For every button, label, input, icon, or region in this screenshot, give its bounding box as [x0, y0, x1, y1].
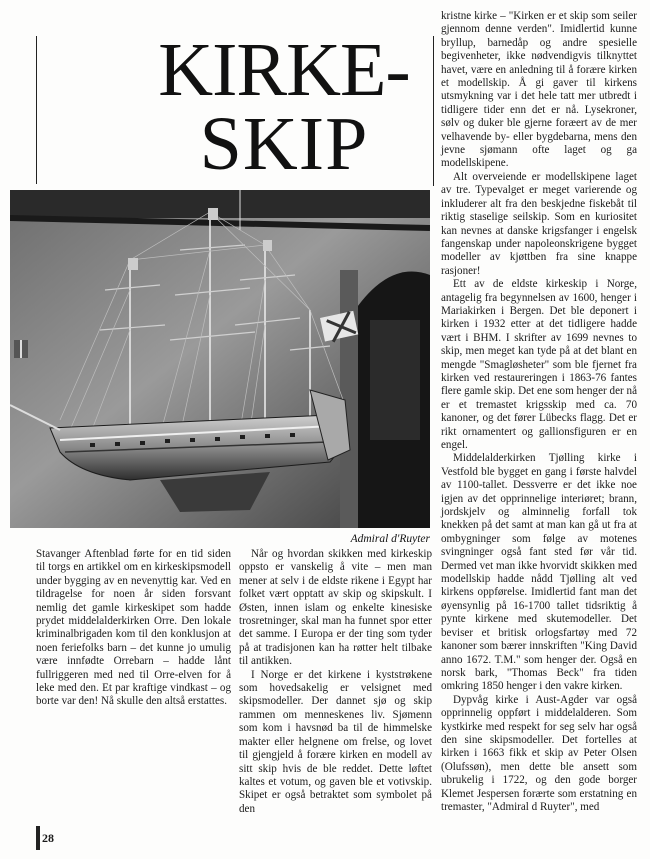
photo-caption: Admiral d'Ruyter: [350, 533, 430, 545]
column-rule-right: [433, 36, 434, 186]
ship-illustration: [10, 190, 430, 528]
right-paragraph-1: kristne kirke – "Kirken er et skip som seiler gjennom denne verden". Imidlertid kunne bryllup, barnedåp og andre spesielle begivenheter, ikke nødvendigvis tilknyttet havet, være en anledning til å forære kirken et modellskip. Å gi gaver til kirkens utsmykning var i det hele tatt mer utbredt i tidligere tider enn det er nå. Lysekroner, sølv og duker ble gjerne foræert av de mer velhavende by- eller bygdebarna, mens den jevne sjømann ofte laget og ga modellskipene.: [441, 10, 637, 170]
headline-line-2: SKIP: [199, 102, 369, 186]
left-column: [36, 548, 231, 709]
headline-line-1: KIRKE-: [158, 28, 410, 112]
middle-paragraph-2: I Norge er det kirkene i kyststrøkene som hovedsakelig er velsignet med skipsmodeller. Der dannet sjø og skip rammen om menneskenes liv. Sjømenn som kom i havsnød ba til de himmelske makter eller helgnene om frelse, og lovet til gjengjeld å forære kirken en modell av sitt skip hvis de ble reddet. Dette løftet kaltes et votum, og gaven ble et votivskip. Skipet er også betraktet som symbolet på den: [239, 668, 432, 815]
page-number-marker: [36, 826, 40, 850]
left-margin-rule: [36, 36, 37, 184]
page-number: 28: [42, 831, 54, 845]
right-paragraph-2: Alt overveiende er modellskipene laget av tre. Typevalget er meget varierende og inkluderer alt fra den beskjedne fiskebåt til riktig staselige seilskip. Som en kuriositet kan nevnes at danske krigsfanger i engelsk fangenskap under napoleonskrigene bygget modeller av kjøttben fra sine knappe rasjoner!: [441, 170, 637, 277]
right-column: [441, 10, 637, 814]
right-paragraph-3: Ett av de eldste kirkeskip i Norge, antagelig fra begynnelsen av 1600, henger i Mariakirken i Bergen. Det ble deponert i kirken i 1932 etter at det tidligere hadde vært i BHM. I skrifter av 1699 nevnes to skip, men meget kan tyde på at det blant en mengde "Smagløsheter" som ble fjernet fra kirken ved restaureringen i 1863-76 fantes flere gamle skip. Det ene som henger der nå er et tremastet krigsskip med ca. 70 kanoner, og det fører Lübecks flagg. Det er rikt ornamentert og gallionsfiguren er en engel.: [441, 278, 637, 451]
right-paragraph-4: Middelalderkirken Tjølling kirke i Vestfold ble bygget en gang i første halvdel av 1100-tallet. Dessverre er det ikke noe igjen av det opprinnelige interiøret; brann, jordskjelv og alminnelig forfall tok knekken på det samt at man kan gå ut fra at ombygninger som følge av motenes svingninger også fant sted før vår tid. Dermed vet man ikke hvorvidt skikken med modellskip hadde nådd Tjølling alt ved kirkens oppførelse. Imidlertid fant man det øyensynlig på 16-1700 tallet tidsriktig å pynte kirkene med skutemodeller. Det beviser et britisk orlogsfartøy med 72 kanoner som bærer innskriften "King David anno 1672. T.M." som henger der. Også en norsk bark, "Thomas Beck" fra tiden omkring 1850 henger i den vakre kirken.: [441, 452, 637, 693]
middle-column: [239, 548, 432, 816]
middle-paragraph-1: Når og hvordan skikken med kirkeskip oppsto er vanskelig å vite – men man mener at selv i de eldste rikene i Egypt har folket vært opptatt av skip og skipskult. I Østen, innen islam og enkelte kinesiske trosretninger, skal man ha funnet spor etter det samme. I Europa er der ting som tyder på at tradisjonen kan ha røtter helt tilbake til antikken.: [239, 548, 432, 668]
left-paragraph-1: Stavanger Aftenblad førte for en tid siden til torgs en artikkel om en kirkeskipsmodell under bygging av en nevenyttig kar. Ved en tildragelse for noen år siden forsvant nemlig det gamle kirkeskipet som hadde prydet middelalderkirken Orre. Den lokale kriminalbrigaden kom til den konklusjon at noen feriefolks barn – det kunne jo umulig være innfødte Orrebarn – hadde lånt fullriggeren med ned til Orre-elven for å leke med den. Et par kraftige vindkast – og borte var den! Nå skulle den altså erstattes.: [36, 548, 231, 708]
church-ship-photo: [10, 190, 430, 528]
right-paragraph-5: Dypvåg kirke i Aust-Agder var også opprinnelig oppført i middelalderen. Som kystkirke med respekt for seg selv har også den sine skipsmodeller. Det fortelles at kirken i 1663 fikk et skip av Peter Olsen (Olufssøn), men dette ble ansett som ubrukelig i 1722, og den gode borger Klemet Jespersen forærte som erstatning en tremaster, "Admiral d Ruyter", med: [441, 693, 637, 813]
